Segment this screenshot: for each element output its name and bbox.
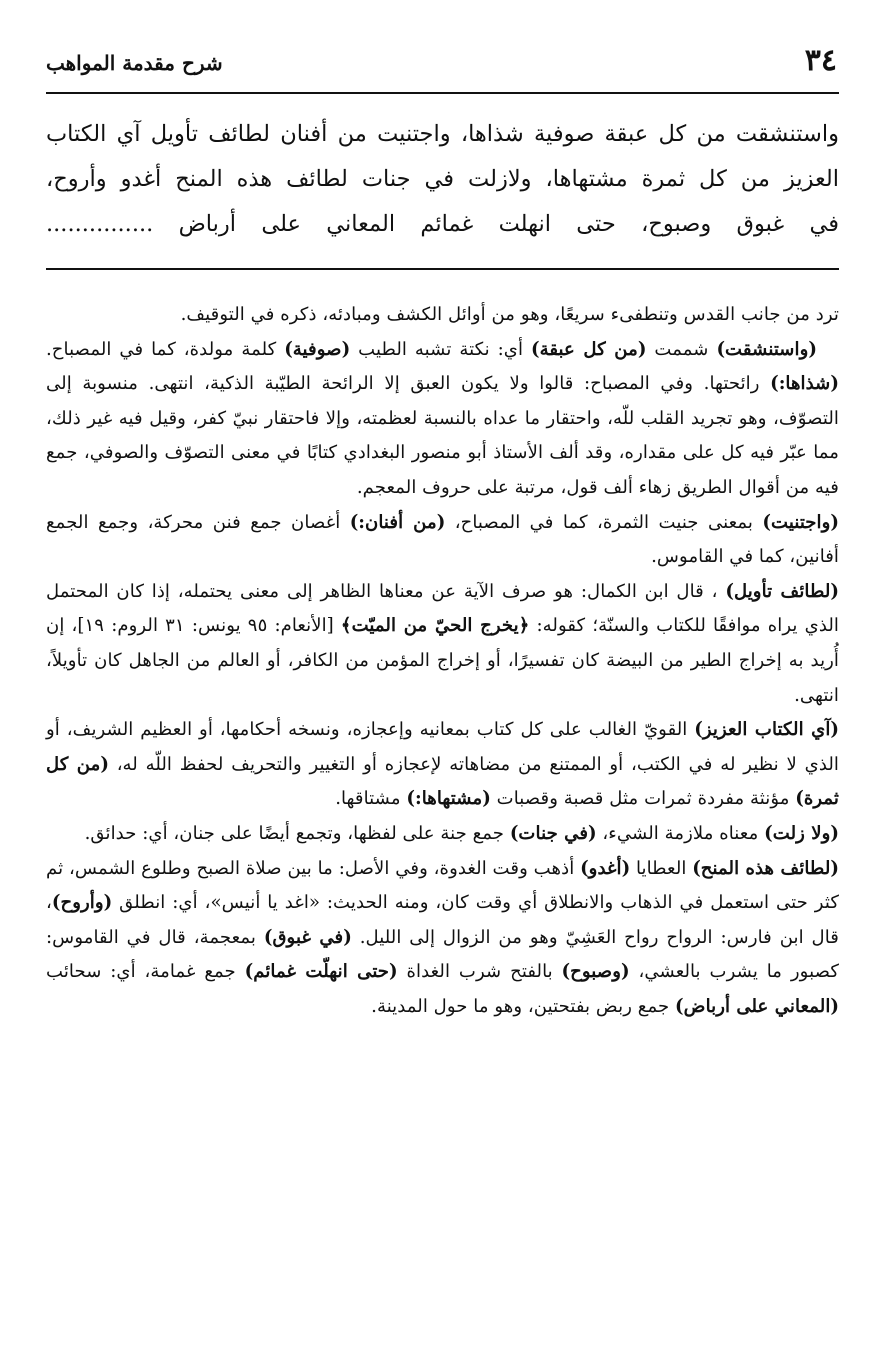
commentary-text: كلمة مولدة، كما في المصباح. — [46, 338, 285, 360]
keyword: (المعاني على أرباض) — [675, 995, 839, 1017]
commentary-text: بمعنى جنيت الثمرة، كما في المصباح، — [445, 511, 763, 533]
commentary-text: بالفتح شرب الغداة — [397, 961, 562, 983]
main-text — [46, 112, 839, 247]
commentary-text: معناه ملازمة الشيء، — [596, 822, 765, 844]
commentary — [46, 298, 839, 1024]
commentary-paragraph — [46, 333, 839, 506]
commentary-text: [الأنعام: ٩٥ يونس: ٣١ الروم: ١٩]، إن أُريد به إخراج الطير من البيضة كان تفسيرًا، أو إخراج المؤمن من الكافر، أو العالم من الجاهل كان تأويلاً، انتهى. — [46, 615, 839, 706]
commentary-text: العطايا — [630, 857, 693, 879]
commentary-text: أغصان جمع فنن محركة، وجمع الجمع أفانين، كما في القاموس. — [46, 511, 839, 568]
keyword: (في غبوق) — [263, 926, 352, 948]
keyword: (صوفية) — [284, 338, 351, 360]
section-separator — [46, 268, 839, 270]
commentary-text: أي: نكتة تشبه الطيب — [350, 338, 531, 360]
commentary-text: مؤنثة مفردة ثمرات مثل قصبة وقصبات — [490, 788, 796, 810]
keyword: (وأروح) — [51, 892, 113, 914]
keyword: (وصبوح) — [561, 961, 630, 983]
commentary-text: جمع جنة على لفظها، وتجمع أيضًا على جنان، أي: حدائق. — [84, 822, 510, 844]
keyword: (من أفنان:) — [349, 511, 446, 533]
keyword: (في جنات) — [509, 822, 597, 844]
commentary-paragraph — [46, 713, 839, 817]
commentary-text: بمعجمة، قال في القاموس: كصبور ما يشرب بالعشي، — [46, 926, 839, 983]
keyword: (واجتنيت) — [762, 511, 839, 533]
commentary-text: رائحتها. وفي المصباح: قالوا ولا يكون العبق إلا الرائحة الطيّبة الذكية، انتهى. منسوبة إلى التصوّف، وهو تجريد القلب للّه، واحتقار ما عداه بالنسبة لعظمته، وإلا فاحتقار نبيّ كفر، وقيل فيه غير ذلك، مما عبّر فيه كل على مقداره، وقد ألف الأستاذ أبو منصور البغدادي كتابًا في معنى التصوّف والصوفي، جمع فيه من أقوال الطريق زهاء ألف قول، مرتبة على حروف المعجم. — [46, 373, 839, 498]
main-text-line: العزيز من كل ثمرة مشتهاها، ولازلت في جنات لطائف هذه المنح أغدو وأروح، — [46, 166, 839, 192]
commentary-text: ترد من جانب القدس وتنطفىء سريعًا، وهو من أوائل الكشف ومبادئه، ذكره في التوقيف. — [180, 304, 839, 325]
commentary-paragraph — [46, 298, 839, 333]
running-title: شرح مقدمة المواهب — [46, 51, 223, 75]
keyword: (من كل ثمرة) — [46, 753, 839, 810]
header-rule — [46, 92, 839, 94]
page-header — [46, 44, 839, 84]
keyword: (واستنشقت) — [716, 338, 817, 360]
commentary-text: جمع غمامة، أي: سحائب — [46, 961, 245, 983]
commentary-text: أذهب وقت الغدوة، وفي الأصل: ما بين صلاة الصبح وطلوع الشمس، ثم كثر حتى استعمل في الذهاب والانطلاق أي وقت كان، ومنه الحديث: «اغد يا أنيس»، أي: انطلق — [46, 857, 839, 914]
keyword: (من كل عبقة) — [530, 338, 647, 360]
page-number: ٣٤ — [804, 43, 837, 78]
main-text-line: واستنشقت من كل عبقة صوفية شذاها، واجتنيت من أفنان لطائف تأويل آي الكتاب — [46, 121, 839, 147]
keyword: (لطائف هذه المنح) — [692, 857, 839, 879]
commentary-text: جمع ربض بفتحتين، وهو ما حول المدينة. — [371, 995, 676, 1017]
commentary-paragraph — [46, 852, 839, 1025]
commentary-text: شممت — [646, 338, 717, 360]
commentary-text: مشتاقها. — [335, 788, 407, 810]
commentary-text: ، قال ابن الكمال: هو صرف الآية عن معناها الظاهر إلى معنى يحتمله، إذا كان المحتمل الذي يراه موافقًا للكتاب والسنّة؛ كقوله: — [46, 580, 839, 637]
main-text-line: في غبوق وصبوح، حتى انهلت غمائم المعاني على أرباض ............... — [46, 211, 839, 237]
keyword: (آي الكتاب العزيز) — [694, 719, 839, 741]
keyword: (ولا زلت) — [764, 822, 839, 844]
quran-quote: ﴿يخرج الحيّ من الميّت﴾ — [340, 615, 530, 637]
commentary-text: ، قال ابن فارس: الرواح رواح العَشِيّ وهو من الزوال إلى الليل. — [46, 892, 839, 948]
keyword: (مشتهاها:) — [406, 788, 491, 810]
keyword: (لطائف تأويل) — [725, 580, 840, 602]
keyword: (حتى انهلّت غمائم) — [244, 961, 398, 983]
commentary-paragraph — [46, 575, 839, 713]
keyword: (أغدو) — [580, 857, 631, 879]
commentary-text: القويّ الغالب على كل كتاب بمعانيه وإعجازه، ونسخه أحكامها، أو العظيم الشريف، أو الذي لا نظير له في الكتب، أو الممتنع من مضاهاته لإعجازه أو التغيير والتحريف لحفظ اللّه له، — [46, 719, 839, 775]
keyword: (شذاها:) — [770, 373, 839, 395]
commentary-paragraph — [46, 817, 839, 852]
commentary-paragraph — [46, 506, 839, 575]
